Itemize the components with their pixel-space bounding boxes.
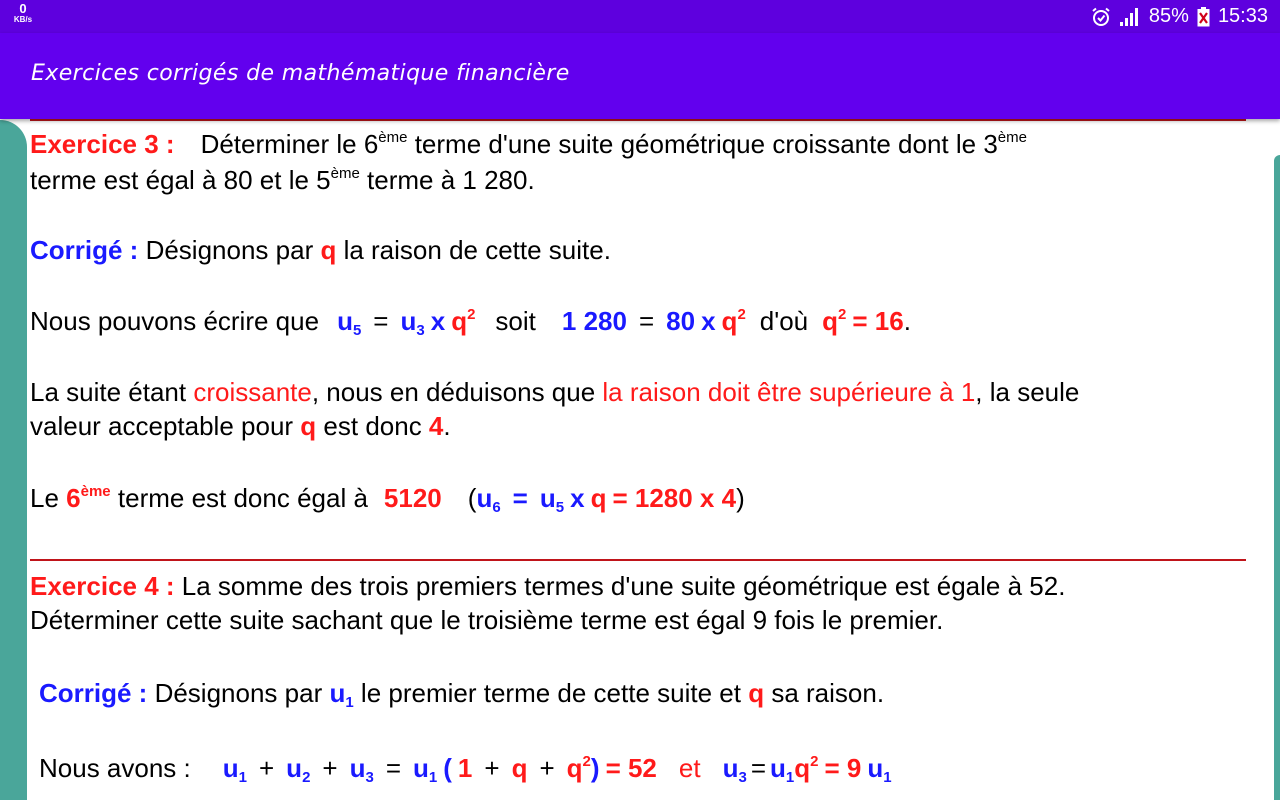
app-title: Exercices corrigés de mathématique financière [31,61,570,86]
ex3-reasoning-line1: La suite étant croissante, nous en déduisons que la raison doit être supérieure à 1, la seule [30,377,1080,407]
ex4-equation-line: Nous avons : $u_1 + u_2 + u_3 = u_1$ ( $1 + q + q^2) = 52$ et $u_3 = u_1q^2 = 9$ $u_1$ [39,753,892,786]
status-bar [0,0,1280,33]
network-speed-value: 0 [19,1,27,16]
ex3-corrige-label: Corrigé : [30,235,139,265]
divider-top [30,119,1246,121]
exercise-document[interactable] [30,119,1250,800]
signal-icon [1119,7,1141,27]
ex3-statement-line1: Exercice 3 : Déterminer le 6ème terme d'une suite géométrique croissante dont le 3ème [30,129,1027,159]
ex3-heading: Exercice 3 : [30,129,175,159]
clock: 15:33 [1217,5,1268,27]
ex3-result-line: Le 6ème terme est donc égal à 5120 ($u_6 = u_5$ x q = 1280 x 4) [30,483,745,516]
divider-middle [30,559,1246,561]
ex3-equation-line: Nous pouvons écrire que $u_5 = u_3$ x $q^2$ soit 1 280 = 80 x $q^2$ d'où $q^2 = 16$. [30,306,911,339]
network-speed-unit: KB/s [13,15,33,24]
ex3-reasoning-line2: valeur acceptable pour q est donc 4. [30,411,451,441]
battery-icon [1197,7,1210,27]
ex4-heading: Exercice 4 : [30,571,175,601]
ex4-statement-line1: Exercice 4 : La somme des trois premiers termes d'une suite géométrique est égale à 52. [30,571,1066,601]
ex3-corrige-line: Corrigé : Désignons par q la raison de cette suite. [30,235,611,265]
right-edge-panel [1274,155,1280,800]
status-icons [1091,0,1268,33]
left-edge-panel [0,120,27,800]
ex4-corrige-label: Corrigé : [39,678,148,708]
ex4-corrige-line: Corrigé : Désignons par $u_1$ le premier terme de cette suite et q sa raison. [39,678,885,711]
ex4-statement-line2: Déterminer cette suite sachant que le troisième terme est égal 9 fois le premier. [30,605,944,635]
alarm-icon [1091,7,1111,27]
battery-level: 85% [1148,5,1189,27]
network-speed [8,2,38,24]
ex3-statement-line2: terme est égal à 80 et le 5ème terme à 1 280. [30,165,535,195]
app-bar [0,33,1280,119]
